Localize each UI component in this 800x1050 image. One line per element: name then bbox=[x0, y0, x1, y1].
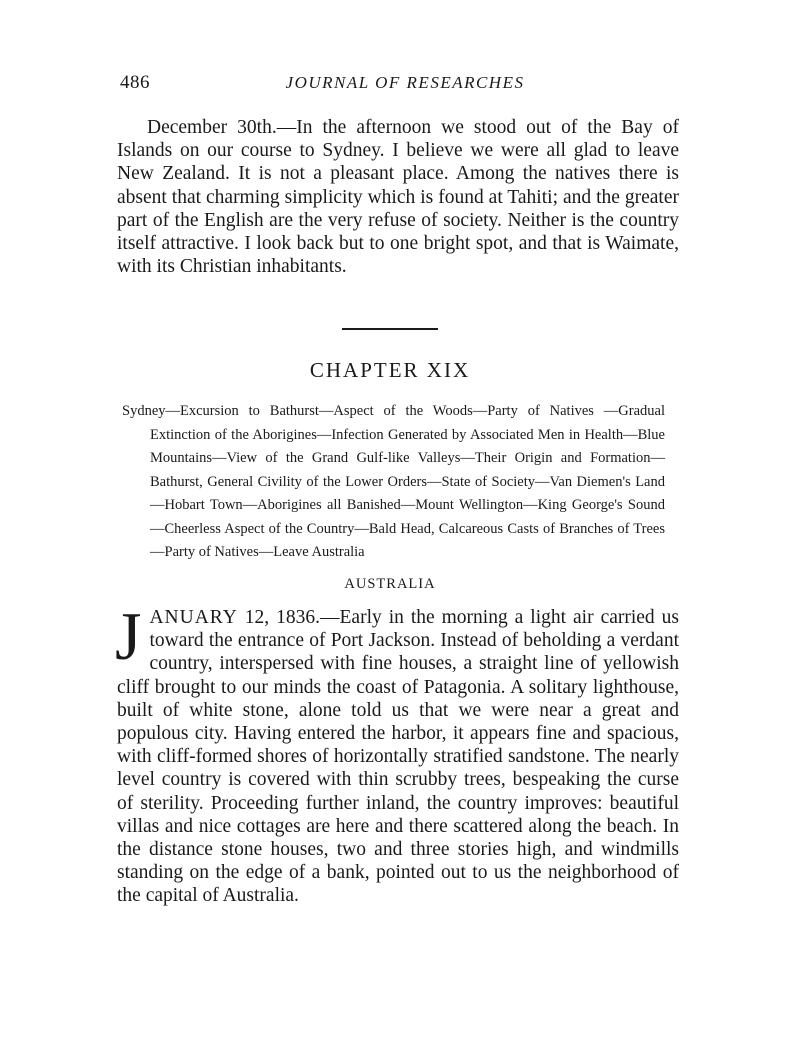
chapter-summary: Sydney—Excursion to Bathurst—Aspect of the Woods—Party of Natives —Gradual Extinction of the Aborigines—Infection Generated by Associated Men in Health—Blue Mountains—View of the Grand Gulf-like Valleys—Their Origin and Formation—Bathurst, General Civility of the Lower Orders—State of Society—Van Diemen's Land—Hobart Town—Aborigines all Banished—Mount Wellington—King George's Sound—Cheerless Aspect of the Country—Bald Head, Calcareous Casts of Branches of Trees—Party of Natives—Leave Australia bbox=[122, 403, 665, 560]
section-title: AUSTRALIA bbox=[344, 576, 436, 592]
body-paragraph: 12, 1836.—Early in the morning a light air carried us toward the entrance of Port Jackson. Instead of beholding a verdant country, interspersed with fine houses, a straight line of yellowish cliff brought to our minds the coast of Patagonia. A solitary lighthouse, built of white stone, alone told us that we were near a great and populous city. Having entered the harbor, it appears fine and spacious, with cliff-formed shores of horizontally stratified sandstone. The nearly level country is covered with thin scrubby trees, bespeaking the curse of sterility. Proceeding further inland, the country improves: beautiful villas and nice cottages are here and there scattered along the beach. In the distance stone houses, two and three stories high, and windmills standing on the edge of a bank, pointed out to us the neighborhood of the capital of Australia. bbox=[117, 607, 679, 907]
body-paragraph-block bbox=[115, 598, 679, 908]
drop-cap: J bbox=[115, 598, 142, 674]
intro-paragraph: December 30th.—In the afternoon we stood out of the Bay of Islands on our course to Sydney. I believe we were all glad to leave New Zealand. It is not a pleasant place. Among the natives there is absent that charming simplicity which is found at Tahiti; and the greater part of the English are the very refuse of society. Neither is the country itself attractive. I look back but to one bright spot, and that is Waimate, with its Christian inhabitants. bbox=[117, 117, 679, 278]
running-title: JOURNAL OF RESEARCHES bbox=[285, 73, 525, 92]
page-number: 486 bbox=[120, 72, 150, 93]
lead-word: ANUARY bbox=[149, 607, 238, 628]
running-head bbox=[120, 72, 690, 96]
section-divider-rule bbox=[342, 328, 438, 330]
intro-paragraph-block bbox=[117, 116, 679, 278]
chapter-summary-block bbox=[122, 400, 665, 565]
chapter-title: CHAPTER XIX bbox=[309, 358, 471, 382]
